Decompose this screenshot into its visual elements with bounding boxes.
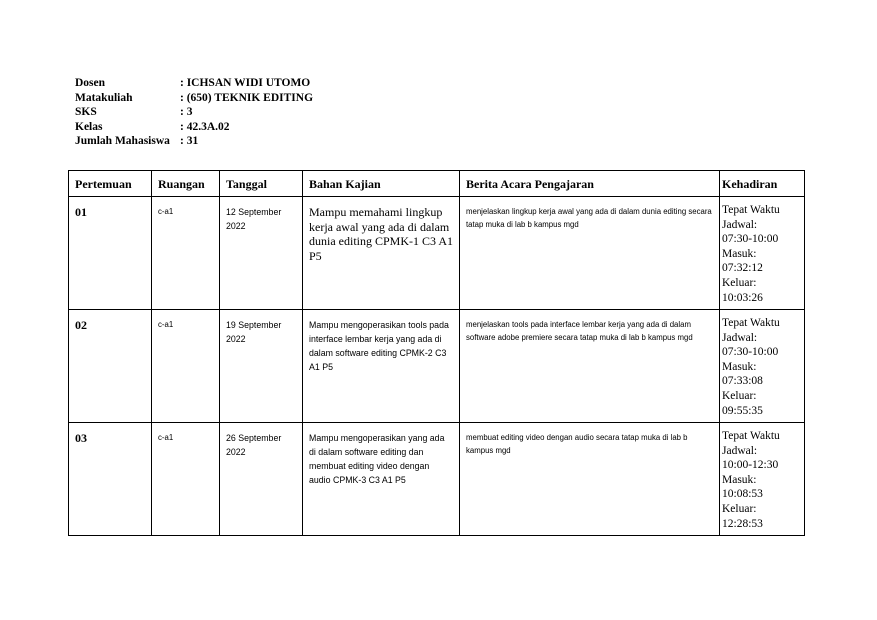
table-row — [69, 197, 805, 310]
info-value: : 31 — [180, 135, 199, 148]
kehadiran-line: Jadwal: — [722, 331, 758, 344]
kehadiran-status: Tepat Waktu — [722, 204, 780, 216]
cell-kehadiran — [720, 310, 805, 423]
cell-kehadiran — [720, 423, 805, 536]
kehadiran-line: 07:33:08 — [722, 375, 763, 388]
column-header-pertemuan: Pertemuan — [69, 171, 152, 197]
info-row-kelas — [75, 120, 313, 135]
cell-berita-acara: menjelaskan tools pada interface lembar kerja yang ada di dalam software adobe premiere secara tatap muka di lab b kampus mgd — [460, 310, 720, 423]
kehadiran-line: Keluar: — [722, 502, 757, 515]
kehadiran-line: 10:00-12:30 — [722, 459, 779, 472]
cell-pertemuan: 03 — [69, 423, 152, 536]
table-row — [69, 310, 805, 423]
info-row-jumlah-mahasiswa — [75, 134, 313, 149]
column-header-bahan-kajian: Bahan Kajian — [303, 171, 460, 197]
kehadiran-line: Masuk: — [722, 247, 757, 260]
kehadiran-line: Masuk: — [722, 473, 757, 486]
kehadiran-line: Jadwal: — [722, 218, 758, 231]
kehadiran-line: Keluar: — [722, 276, 757, 289]
info-row-dosen — [75, 76, 313, 91]
info-value: : 3 — [180, 106, 193, 119]
kehadiran-line: 10:03:26 — [722, 291, 763, 304]
column-header-berita-acara: Berita Acara Pengajaran — [460, 171, 720, 197]
column-header-tanggal: Tanggal — [220, 171, 303, 197]
info-value: : 42.3A.02 — [180, 120, 230, 133]
cell-berita-acara: menjelaskan lingkup kerja awal yang ada di dalam dunia editing secara tatap muka di lab b kampus mgd — [460, 197, 720, 310]
kehadiran-line: Jadwal: — [722, 444, 758, 457]
info-row-matakuliah — [75, 91, 313, 106]
cell-bahan-kajian: Mampu mengoperasikan yang ada di dalam software editing dan membuat editing video dengan audio CPMK-3 C3 A1 P5 — [303, 423, 460, 536]
kehadiran-status: Tepat Waktu — [722, 430, 780, 442]
kehadiran-line: 10:08:53 — [722, 488, 763, 501]
cell-tanggal: 12 September 2022 — [220, 197, 303, 310]
kehadiran-line: 09:55:35 — [722, 404, 763, 417]
cell-kehadiran — [720, 197, 805, 310]
kehadiran-status: Tepat Waktu — [722, 317, 780, 329]
kehadiran-line: Keluar: — [722, 389, 757, 402]
cell-pertemuan: 01 — [69, 197, 152, 310]
cell-tanggal: 26 September 2022 — [220, 423, 303, 536]
cell-bahan-kajian: Mampu mengoperasikan tools pada interface lembar kerja yang ada di dalam software editing CPMK-2 C3 A1 P5 — [303, 310, 460, 423]
cell-ruangan: c-a1 — [152, 197, 220, 310]
info-label: Dosen — [75, 77, 106, 89]
kehadiran-line: Masuk: — [722, 360, 757, 373]
column-header-kehadiran: Kehadiran — [720, 171, 805, 197]
cell-ruangan: c-a1 — [152, 423, 220, 536]
kehadiran-line: 07:32:12 — [722, 262, 763, 275]
table-row — [69, 423, 805, 536]
info-label: Matakuliah — [75, 91, 133, 104]
cell-ruangan: c-a1 — [152, 310, 220, 423]
cell-bahan-kajian: Mampu memahami lingkup kerja awal yang ada di dalam dunia editing CPMK-1 C3 A1 P5 — [303, 197, 460, 310]
attendance-table — [68, 170, 805, 536]
cell-berita-acara: membuat editing video dengan audio secara tatap muka di lab b kampus mgd — [460, 423, 720, 536]
course-info-header — [75, 76, 313, 149]
info-value: : (650) TEKNIK EDITING — [180, 91, 314, 104]
kehadiran-line: 07:30-10:00 — [722, 346, 779, 359]
kehadiran-line: 07:30-10:00 — [722, 233, 779, 246]
cell-pertemuan: 02 — [69, 310, 152, 423]
cell-tanggal: 19 September 2022 — [220, 310, 303, 423]
kehadiran-line: 12:28:53 — [722, 517, 763, 530]
info-label: Kelas — [75, 120, 103, 133]
info-label: Jumlah Mahasiswa — [75, 135, 170, 148]
info-label: SKS — [75, 106, 97, 119]
info-row-sks — [75, 105, 313, 120]
table-header-row — [69, 171, 805, 197]
info-value: : ICHSAN WIDI UTOMO — [180, 77, 311, 89]
column-header-ruangan: Ruangan — [152, 171, 220, 197]
